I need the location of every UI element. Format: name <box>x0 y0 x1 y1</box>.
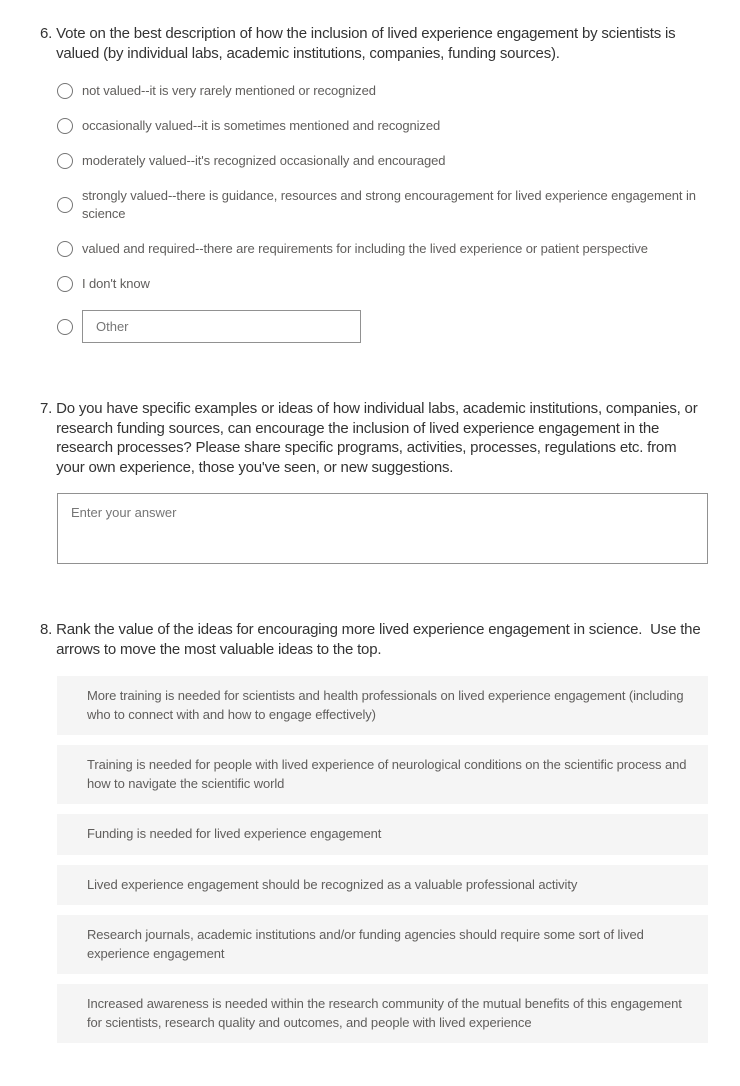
question-number: 7. <box>40 400 53 417</box>
rank-item-training-lived-experience[interactable]: Training is needed for people with lived experience of neurological conditions on the scientific process and how to navigate the scientific world <box>57 745 708 804</box>
rank-item-training-scientists[interactable]: More training is needed for scientists and health professionals on lived experience engagement (including who to connect with and how to engage effectively) <box>57 676 708 735</box>
radio-option-dont-know[interactable] <box>57 275 708 293</box>
option-label: I don't know <box>82 276 150 291</box>
rank-item-funding[interactable]: Funding is needed for lived experience engagement <box>57 814 708 855</box>
question-7 <box>40 399 708 564</box>
question-title-text: Vote on the best description of how the inclusion of lived experience engagement by scientists is valued (by individual labs, academic institutions, companies, funding sources). <box>56 25 680 62</box>
radio-option-other[interactable] <box>57 310 708 343</box>
question-6 <box>40 24 708 343</box>
answer-textarea[interactable] <box>57 493 708 564</box>
option-label: not valued--it is very rarely mentioned or recognized <box>82 83 376 98</box>
radio-option-moderately-valued[interactable] <box>57 152 708 170</box>
rank-list <box>57 676 708 1043</box>
radio-option-occasionally-valued[interactable] <box>57 117 708 135</box>
choice-options <box>57 82 708 343</box>
radio-option-strongly-valued[interactable] <box>57 187 708 223</box>
question-title-text: Rank the value of the ideas for encouraging more lived experience engagement in science. Use the arrows to move the most valuable ideas to the top. <box>56 621 705 658</box>
rank-item-professional-activity[interactable]: Lived experience engagement should be recognized as a valuable professional activity <box>57 865 708 906</box>
question-number: 6. <box>40 25 53 42</box>
option-label: valued and required--there are requirements for including the lived experience or patient perspective <box>82 241 648 256</box>
question-6-title <box>40 24 708 63</box>
radio-button-icon[interactable] <box>57 153 73 169</box>
radio-option-valued-and-required[interactable] <box>57 240 708 258</box>
option-label: occasionally valued--it is sometimes mentioned and recognized <box>82 118 441 133</box>
question-6-body <box>57 82 708 343</box>
question-8-body <box>57 676 708 1043</box>
question-8 <box>40 620 708 1043</box>
question-7-title <box>40 399 708 477</box>
question-7-body <box>57 493 708 564</box>
rank-item-journals-require[interactable]: Research journals, academic institutions and/or funding agencies should require some sort of lived experience engagement <box>57 915 708 974</box>
radio-button-icon[interactable] <box>57 241 73 257</box>
radio-button-icon[interactable] <box>57 118 73 134</box>
radio-button-icon[interactable] <box>57 83 73 99</box>
radio-option-not-valued[interactable] <box>57 82 708 100</box>
option-label: moderately valued--it's recognized occasionally and encouraged <box>82 153 446 168</box>
question-title-text: Do you have specific examples or ideas of how individual labs, academic institutions, companies, or research funding sources, can encourage the inclusion of lived experience engagement in the research processes? Please share specific programs, activities, processes, regulations etc. from your own experience, those you've seen, or new suggestions. <box>56 400 702 476</box>
question-8-title <box>40 620 708 659</box>
radio-button-icon[interactable] <box>57 276 73 292</box>
rank-item-increased-awareness[interactable]: Increased awareness is needed within the research community of the mutual benefits of this engagement for scientists, research quality and outcomes, and people with lived experience <box>57 984 708 1043</box>
other-text-input[interactable] <box>82 310 361 343</box>
question-number: 8. <box>40 621 53 638</box>
radio-button-icon[interactable] <box>57 197 73 213</box>
radio-button-icon[interactable] <box>57 319 73 335</box>
option-label: strongly valued--there is guidance, resources and strong encouragement for lived experience engagement in science <box>82 188 696 221</box>
